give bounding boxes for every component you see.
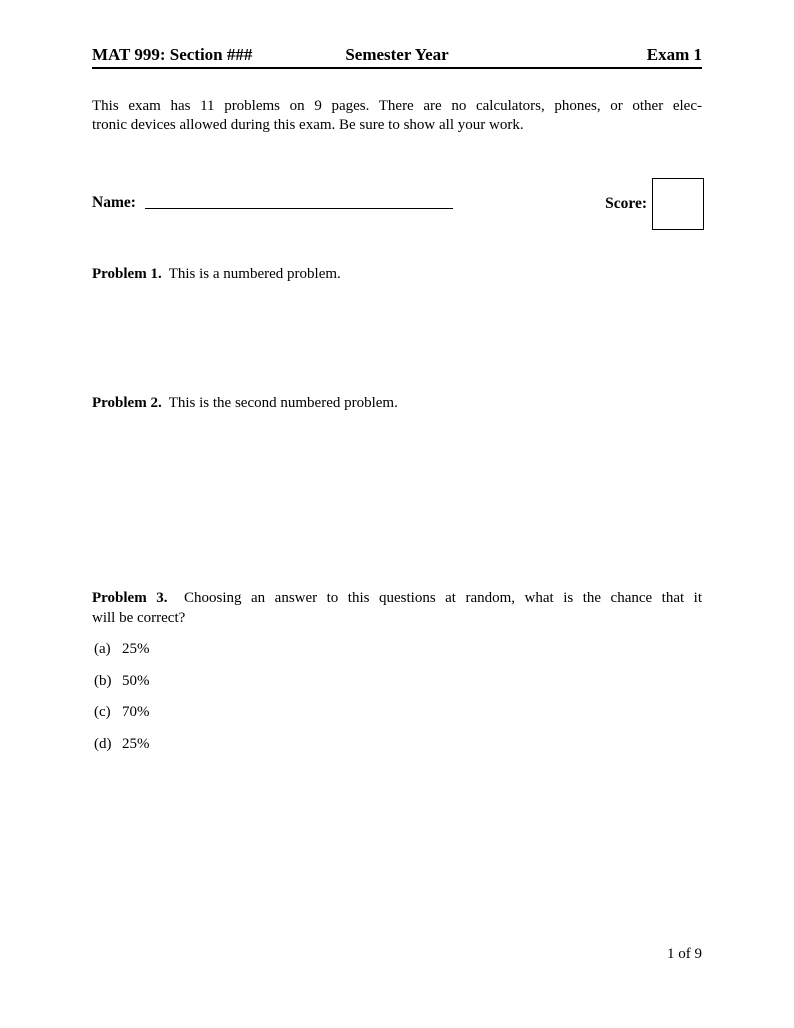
score-box (652, 178, 704, 230)
name-label: Name: (92, 194, 136, 211)
choice-d-key: (d) (94, 735, 112, 752)
problem-1-label: Problem 1. (92, 266, 162, 282)
page-footer (92, 946, 702, 963)
problem-2-label: Problem 2. (92, 395, 162, 411)
problem-2 (92, 394, 702, 414)
exam-instructions (92, 97, 702, 135)
header-rule (92, 67, 702, 69)
instructions-line-1: This exam has 11 problems on 9 pages. There are no calculators, phones, or other elec- (92, 98, 702, 114)
choice-a-value: 25% (122, 641, 150, 657)
choice-a (94, 641, 150, 657)
name-row (92, 193, 453, 212)
page-number: 1 of 9 (667, 946, 702, 962)
choice-c (94, 704, 150, 720)
problem-1 (92, 265, 702, 285)
choice-c-value: 70% (122, 704, 150, 720)
choice-c-key: (c) (94, 704, 111, 720)
choice-b-value: 50% (122, 672, 150, 689)
instructions-line-2: tronic devices allowed during this exam. Be sure to show all your work. (92, 117, 524, 133)
problem-3 (92, 589, 702, 628)
name-blank-line (145, 195, 453, 209)
problem-3-line-1 (92, 589, 702, 609)
score-area (605, 178, 704, 230)
problem-3-text: Choosing an answer to this questions at random, what is the chance that it (183, 590, 703, 606)
header-course-title: MAT 999: Section ### (92, 45, 253, 64)
header-semester: Semester Year (345, 45, 449, 64)
page-header (92, 44, 702, 65)
problem-2-text: This is the second numbered problem. (168, 395, 398, 411)
choice-d (94, 736, 150, 752)
choice-a-key: (a) (94, 641, 111, 657)
choice-d-value: 25% (122, 735, 150, 752)
problem-3-choices (94, 641, 150, 767)
problem-3-line-2: will be correct? (92, 609, 186, 626)
score-label: Score: (605, 195, 647, 212)
problem-3-label: Problem 3. (92, 590, 168, 606)
header-exam-number: Exam 1 (646, 45, 702, 64)
choice-b (94, 673, 150, 689)
choice-b-key: (b) (94, 672, 112, 689)
problem-1-text: This is a numbered problem. (168, 266, 341, 282)
